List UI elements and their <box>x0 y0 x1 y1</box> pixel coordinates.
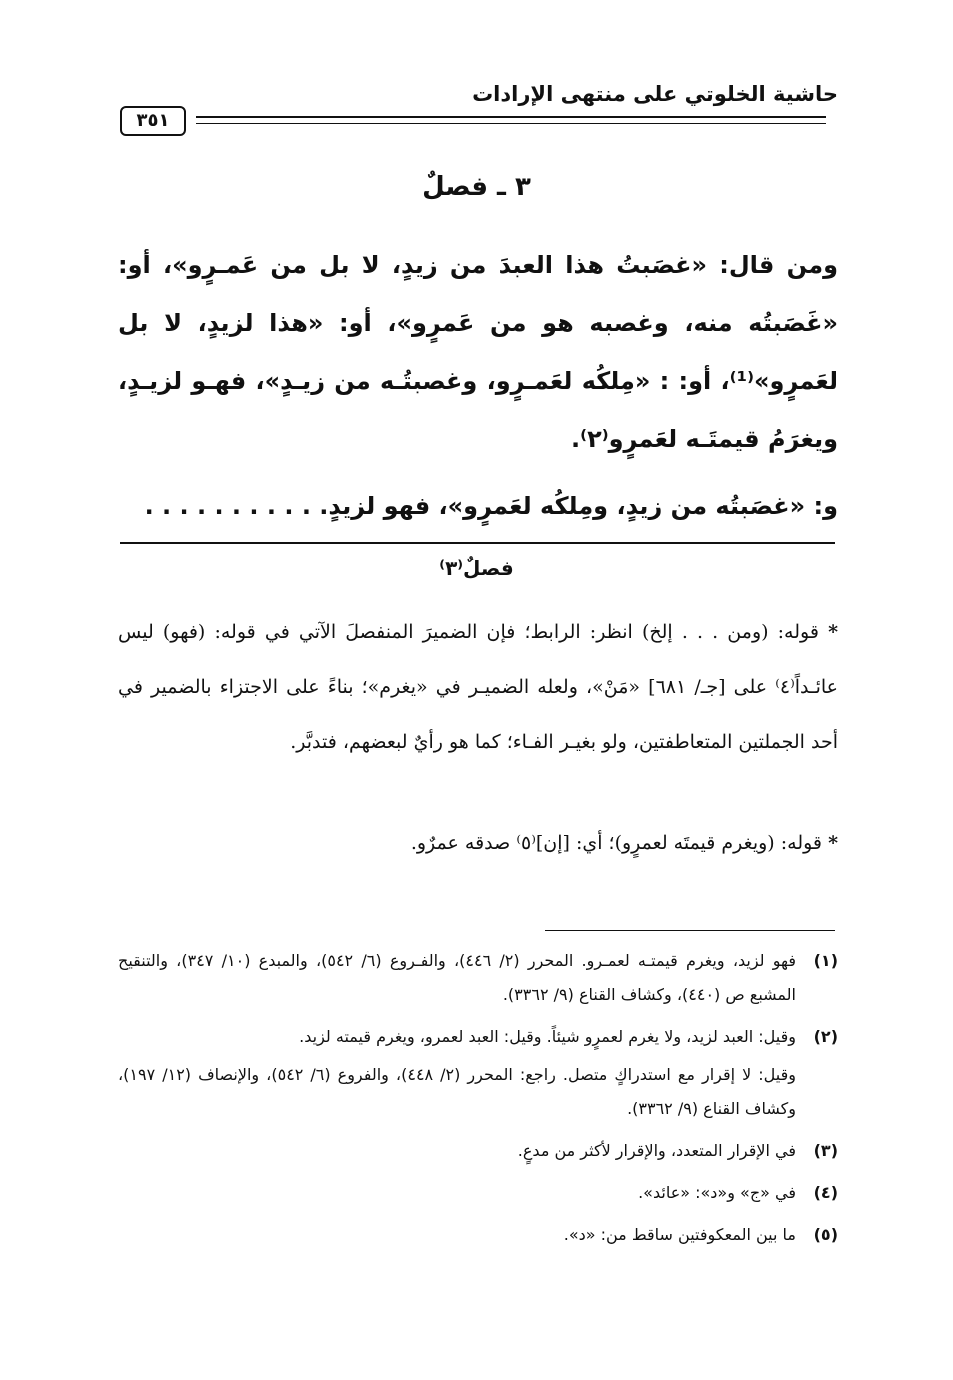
page-number: ٣٥١ <box>120 106 186 136</box>
footnote <box>118 1218 838 1252</box>
footnote-text-continuation: وقيل: لا إقرار مع استدراكٍ متصل. راجع: المحرر (٢/ ٤٤٨)، والفروع (٦/ ٥٤٢)، والإنصاف (١٢/ ١٩٧)، وكشاف القناع (٩/ ٣٣٦٢). <box>118 1065 796 1118</box>
footnote-text-line: وقيل: العبد لزيد، ولا يغرم لعمرٍو شيئاً. وقيل: العبد لعمرو، ويغرم قيمته لزيد. <box>299 1027 796 1046</box>
footnote-number: (٢) <box>813 1027 838 1046</box>
footnote <box>118 1176 838 1210</box>
footnote <box>118 1020 838 1126</box>
footnotes <box>118 944 838 1260</box>
commentary-text-2: قوله: (ويغرم قيمتَه لعمرٍو)؛ أي: [إن]⁽٥⁾ صدقه عمرٌو. <box>410 832 823 854</box>
footnote-text <box>118 1020 796 1126</box>
footnote-rule <box>545 930 835 931</box>
footnote <box>118 1134 838 1168</box>
footnote-text: في الإقرار المتعدد، والإقرار لأكثر من مدعٍ. <box>517 1141 796 1160</box>
footnote-number: (٤) <box>813 1183 838 1202</box>
header-rule-thin <box>196 123 826 124</box>
footnote-number: (٣) <box>813 1141 838 1160</box>
main-text-paragraph: ومن قال: «غصَبتُ هذا العبدَ من زيدٍ، لا بل من عَمـرٍو»، أو: «غَصَبتُه منه، وغصبه هو من عَمرٍو»، أو: «هذا لزيدٍ، لا بل لعَمرٍو»⁽¹⁾، أو: : «مِلكُه لعَمـرٍو، وغصبتُـه من زيـدٍ»، فهـو لزيـدٍ، ويغرَمُ قيمتَـه لعَمرٍو⁽٢⁾. <box>118 251 838 453</box>
footnote-number: (٥) <box>813 1225 838 1244</box>
footnote-text: ما بين المعكوفتين ساقط من: «د». <box>563 1225 796 1244</box>
running-title: حاشية الخلوتي على منتهى الإرادات <box>472 82 838 106</box>
commentary-paragraph-1 <box>118 605 838 770</box>
commentary-title: فصلٌ⁽٣⁾ <box>439 556 514 580</box>
main-text-last-line: و: «غصَبتُه من زيدٍ، ومِلكُه لعَمرٍو»، فهو لزيدٍ. . . . . . . . . . . <box>144 492 838 520</box>
commentary-text-1: قوله: (ومن . . . إلخ) انظر: الرابط؛ فإن الضميرَ المنفصلَ الآتي في قوله: (فهو) ليس عائـداً⁽٤⁾ على [جـ/ ٦٨١] «مَنْ»، ولعله الضميـر في «يغرم»؛ بناءً على الاجتزاء بالضمير في أحد الجملتين المتعاطفتين، ولو بغيـر الفـاء؛ كما هو رأيٌ لبعضهم، فتدبَّر. <box>118 621 839 753</box>
text-commentary-divider <box>120 542 835 544</box>
header-rule <box>196 116 826 118</box>
footnote-text: فهو لزيد، ويغرم قيمتـه لعمـرو. المحرر (٢/ ٤٤٦)، والفـروع (٦/ ٥٤٢)، والمبدع (١٠/ ٣٤٧)، والتنقيح المشبع ص (٤٤٠)، وكشاف القناع (٩/ ٣٣٦٢). <box>118 951 797 1004</box>
star-marker: * <box>828 832 838 854</box>
footnote-text: في «ج» و«د»: «عائد». <box>638 1183 796 1202</box>
section-title: ٣ ـ فصلٌ <box>422 172 531 202</box>
footnote <box>118 944 838 1012</box>
commentary-paragraph-2 <box>118 818 838 868</box>
footnote-number: (١) <box>813 951 838 970</box>
star-marker: * <box>828 621 838 643</box>
